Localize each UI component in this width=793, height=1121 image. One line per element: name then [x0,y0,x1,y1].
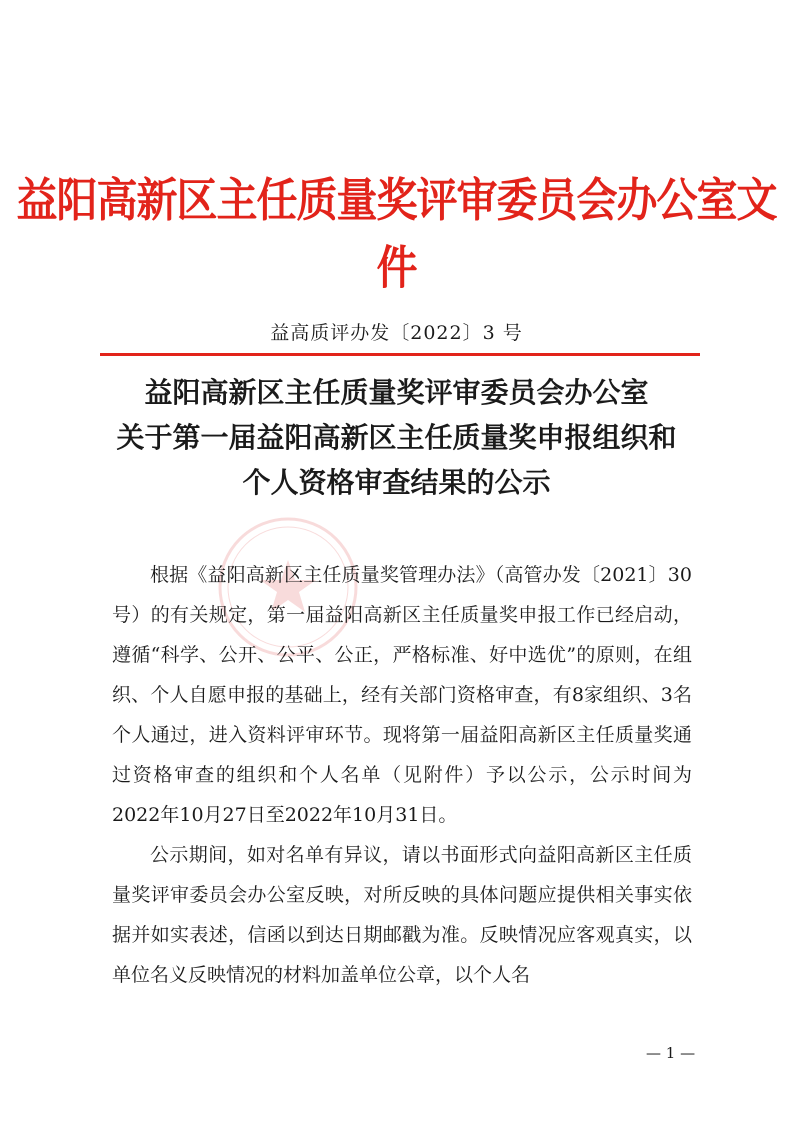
document-number: 益高质评办发〔2022〕3 号 [270,322,523,344]
document-title [60,370,733,505]
title-line-2: 关于第一届益阳高新区主任质量奖申报组织和 [116,421,677,454]
paragraph-2: 公示期间，如对名单有异议，请以书面形式向益阳高新区主任质量奖评审委员会办公室反映，对所反映的具体问题应提供相关事实依据并如实表述，信函以到达日期邮戳为准。反映情况应客观真实，以单位名义反映情况的材料加盖单位公章，以个人名 [112,844,692,986]
title-line-3: 个人资格审查结果的公示 [242,466,551,499]
title-line-1: 益阳高新区主任质量奖评审委员会办公室 [144,376,649,409]
body-text [112,555,692,995]
red-divider-rule [100,353,700,356]
masthead-title: 益阳高新区主任质量奖评审委员会办公室文件 [16,173,777,295]
page-number: — 1 — [646,1044,696,1062]
paragraph-1: 根据《益阳高新区主任质量奖管理办法》（高管办发〔2021〕30号）的有关规定，第一届益阳高新区主任质量奖申报工作已经启动，遵循“科学、公开、公平、公正，严格标准、好中选优”的原则，在组织、个人自愿申报的基础上，经有关部门资格审查，有8家组织、3名个人通过，进入资料评审环节。现将第一届益阳高新区主任质量奖通过资格审查的组织和个人名单（见附件）予以公示，公示时间为2022年10月27日至2022年10月31日。 [112,564,692,826]
